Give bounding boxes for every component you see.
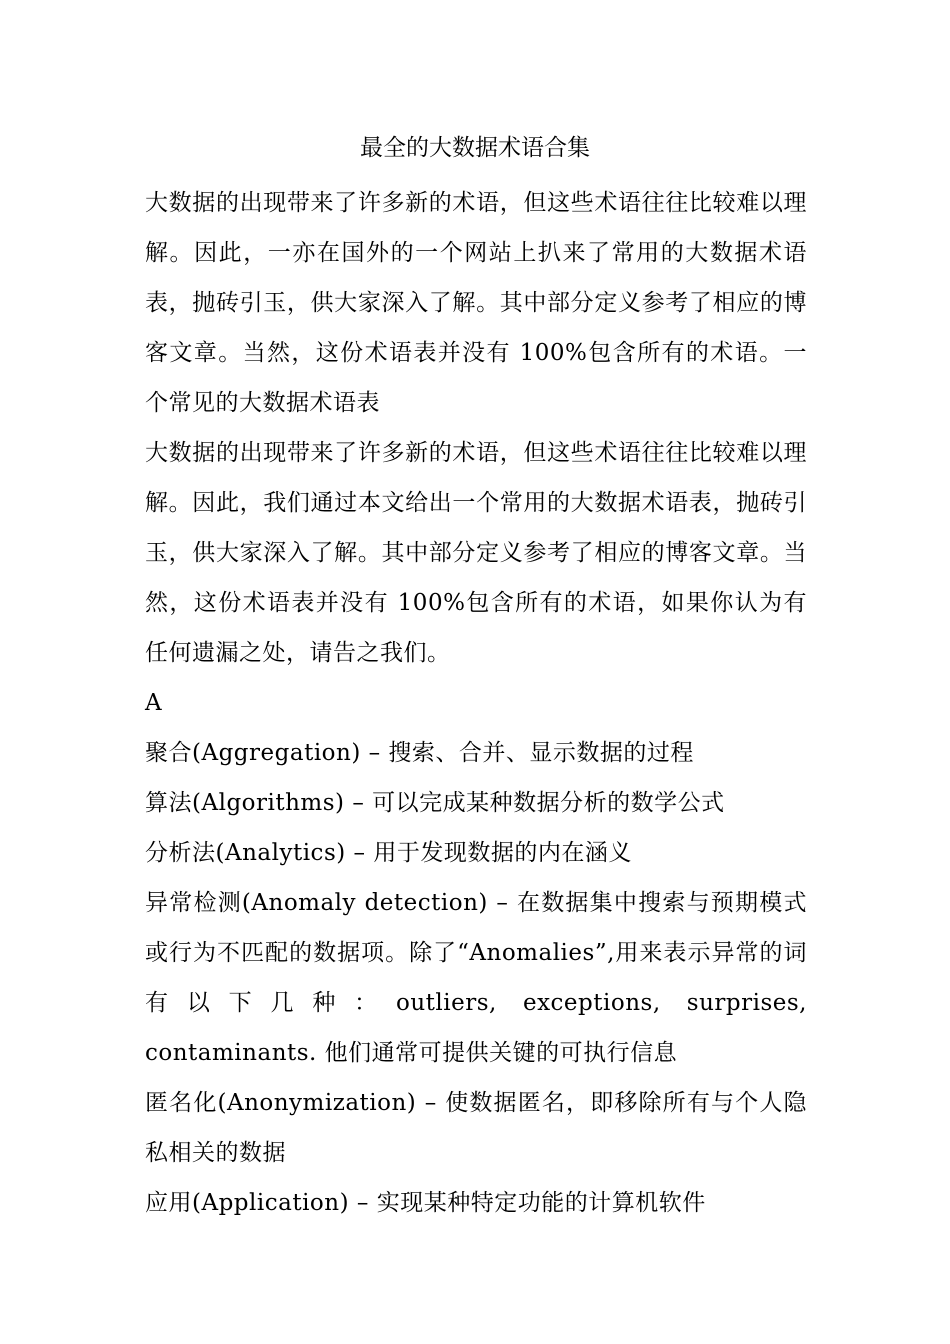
term-aggregation: 聚合(Aggregation) – 搜索、合并、显示数据的过程	[145, 740, 694, 766]
term-algorithms: 算法(Algorithms) – 可以完成某种数据分析的数学公式	[145, 790, 725, 816]
section-heading-a: A	[145, 690, 163, 716]
document-body	[145, 178, 807, 1228]
intro-paragraph-2: 大数据的出现带来了许多新的术语，但这些术语往往比较难以理解。因此，我们通过本文给出一个常用的大数据术语表，抛砖引玉，供大家深入了解。其中部分定义参考了相应的博客文章。当然，这份术语表并没有 100%包含所有的术语，如果你认为有任何遗漏之处，请告之我们。	[145, 440, 807, 666]
intro-paragraph-1: 大数据的出现带来了许多新的术语，但这些术语往往比较难以理解。因此，一亦在国外的一个网站上扒来了常用的大数据术语表，抛砖引玉，供大家深入了解。其中部分定义参考了相应的博客文章。当然，这份术语表并没有 100%包含所有的术语。一个常见的大数据术语表	[145, 190, 807, 416]
term-anonymization: 匿名化(Anonymization) – 使数据匿名，即移除所有与个人隐私相关的数据	[145, 1090, 807, 1166]
term-anomaly-detection: 异常检测(Anomaly detection) – 在数据集中搜索与预期模式或行为不匹配的数据项。除了“Anomalies”,用来表示异常的词有以下几种：outliers, exceptions, surprises, contaminants. 他们通常可提供关键的可执行信息	[145, 890, 807, 1066]
term-analytics: 分析法(Analytics) – 用于发现数据的内在涵义	[145, 840, 632, 866]
term-application: 应用(Application) – 实现某种特定功能的计算机软件	[145, 1190, 706, 1216]
document-title: 最全的大数据术语合集	[360, 135, 590, 161]
